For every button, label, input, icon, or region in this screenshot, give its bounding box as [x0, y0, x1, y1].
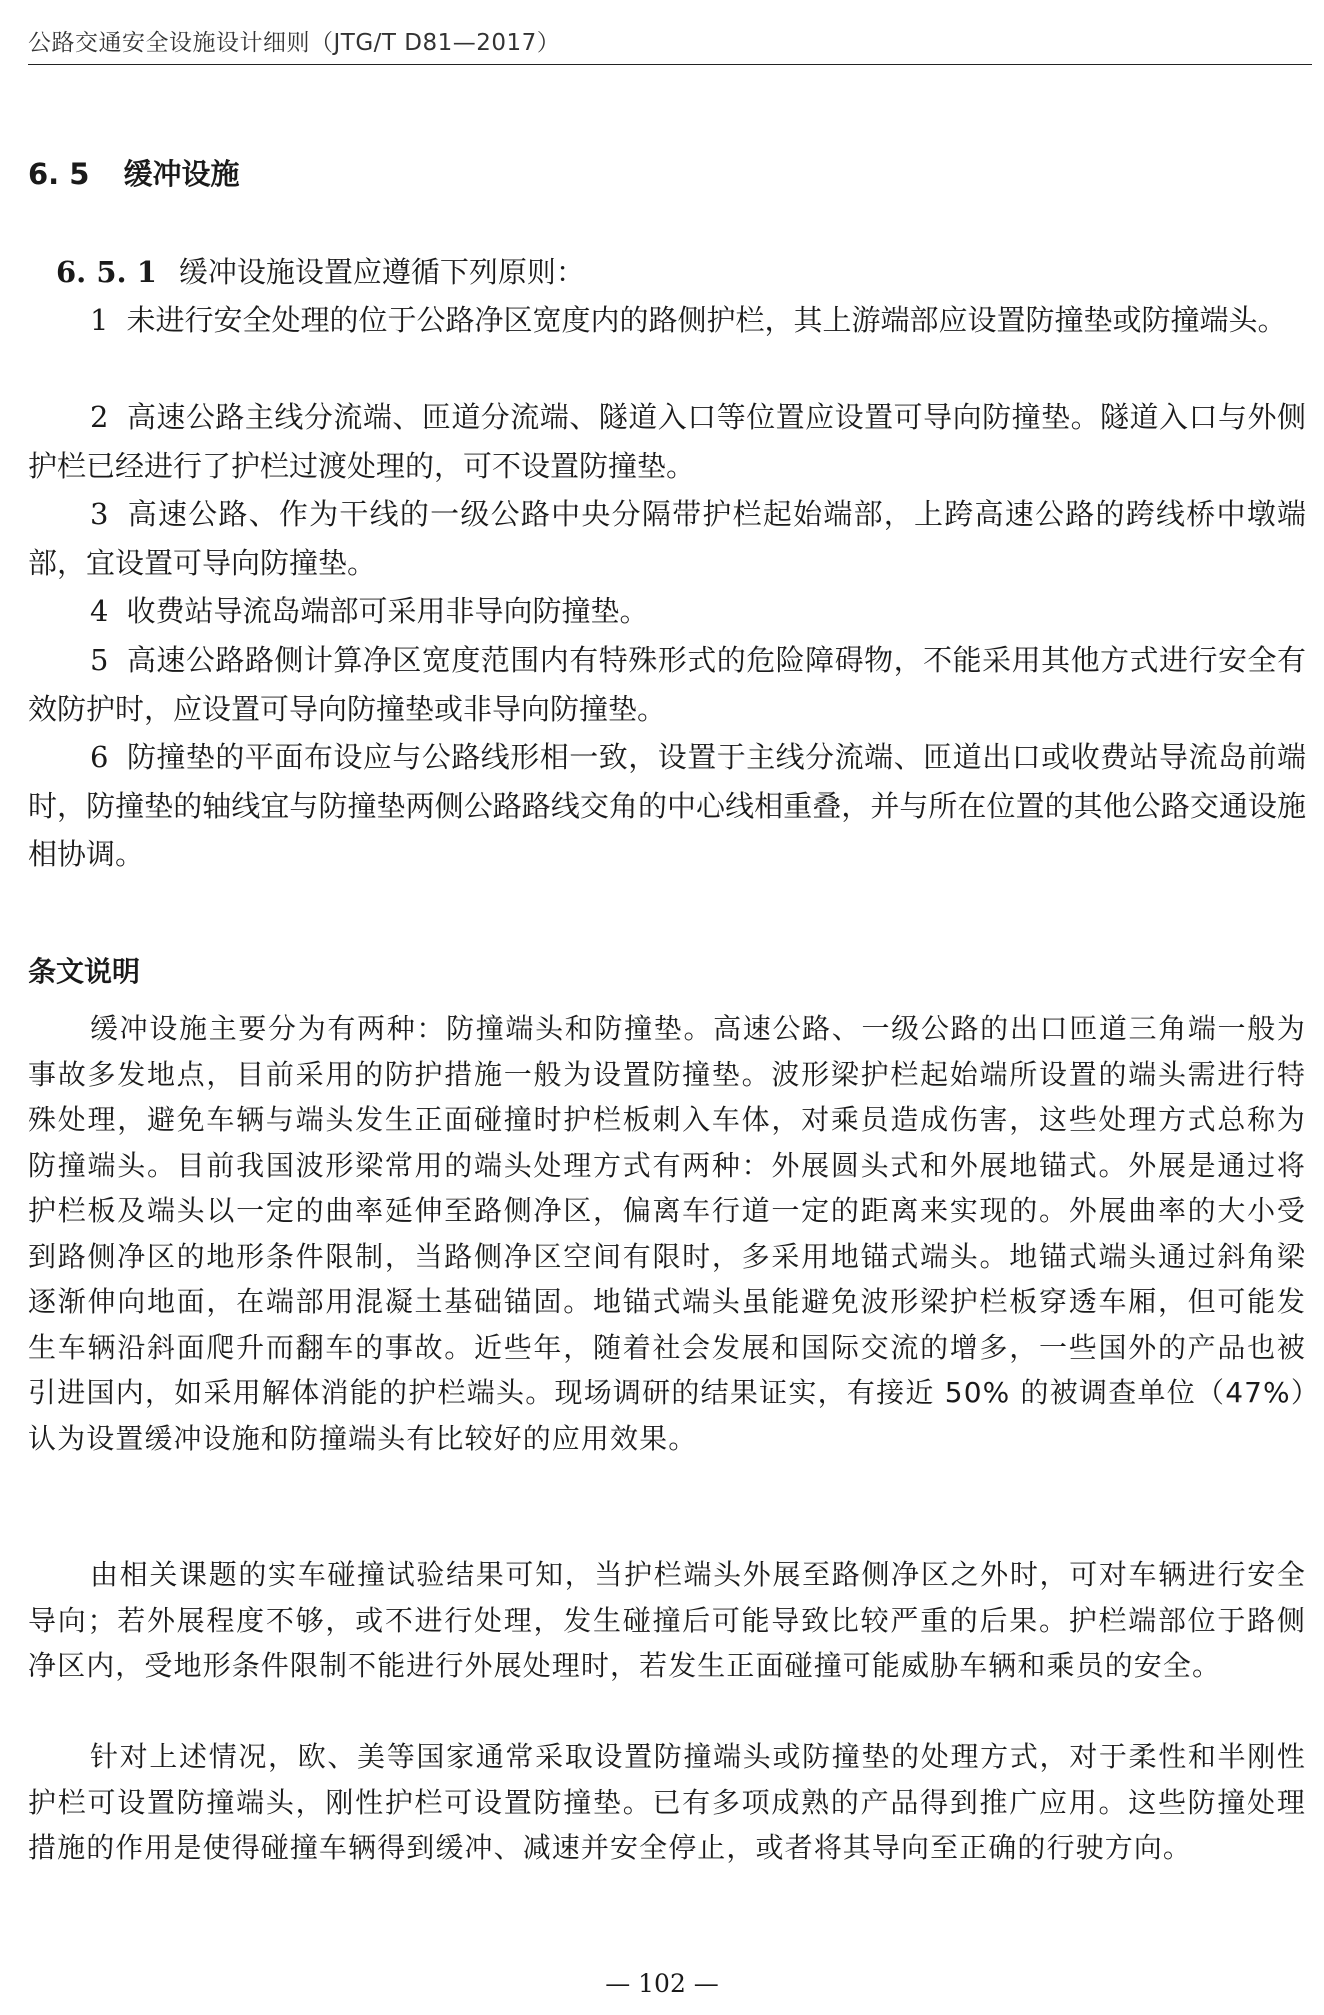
item-number: 2 — [90, 400, 109, 434]
explanation-paragraph: 缓冲设施主要分为有两种：防撞端头和防撞垫。高速公路、一级公路的出口匝道三角端一般为事故多发地点，目前采用的防护措施一般为设置防撞垫。波形梁护栏起始端所设置的端头需进行特殊处理，避免车辆与端头发生正面碰撞时护栏板刺入车体，对乘员造成伤害，这些处理方式总称为防撞端头。目前我国波形梁常用的端头处理方式有两种：外展圆头式和外展地锚式。外展是通过将护栏板及端头以一定的曲率延伸至路侧净区，偏离车行道一定的距离来实现的。外展曲率的大小受到路侧净区的地形条件限制，当路侧净区空间有限时，多采用地锚式端头。地锚式端头通过斜角梁逐渐伸向地面，在端部用混凝土基础锚固。地锚式端头虽能避免波形梁护栏板穿透车厢，但可能发生车辆沿斜面爬升而翻车的事故。近些年，随着社会发展和国际交流的增多，一些国外的产品也被引进国内，如采用解体消能的护栏端头。现场调研的结果证实，有接近 50% 的被调查单位（47%）认为设置缓冲设施和防撞端头有比较好的应用效果。 — [28, 1012, 1306, 1455]
header-rule — [28, 64, 1312, 65]
list-item — [28, 587, 1306, 636]
explanation-heading: 条文说明 — [28, 955, 141, 988]
item-text: 高速公路主线分流端、匝道分流端、隧道入口等位置应设置可导向防撞垫。隧道入口与外侧护栏已经进行了护栏过渡处理的，可不设置防撞垫。 — [28, 400, 1306, 483]
section-number: 6. 5 — [28, 157, 90, 191]
explanation-paragraph: 由相关课题的实车碰撞试验结果可知，当护栏端头外展至路侧净区之外时，可对车辆进行安全导向；若外展程度不够，或不进行处理，发生碰撞后可能导致比较严重的后果。护栏端部位于路侧净区内，受地形条件限制不能进行外展处理时，若发生正面碰撞可能威胁车辆和乘员的安全。 — [28, 1558, 1306, 1682]
clause-number: 6. 5. 1 — [56, 255, 157, 289]
item-number: 3 — [90, 497, 109, 531]
explanation-paragraph: 针对上述情况，欧、美等国家通常采取设置防撞端头或防撞垫的处理方式，对于柔性和半刚性护栏可设置防撞端头，刚性护栏可设置防撞垫。已有多项成熟的产品得到推广应用。这些防撞处理措施的作用是使得碰撞车辆得到缓冲、减速并安全停止，或者将其导向至正确的行驶方向。 — [28, 1740, 1306, 1864]
list-item — [28, 733, 1306, 879]
item-text: 未进行安全处理的位于公路净区宽度内的路侧护栏，其上游端部应设置防撞垫或防撞端头。 — [126, 303, 1287, 337]
list-item — [28, 490, 1306, 587]
section-heading — [28, 152, 240, 193]
list-item — [28, 636, 1306, 733]
item-number: 5 — [90, 643, 109, 677]
running-header: 公路交通安全设施设计细则（JTG/T D81—2017） — [28, 30, 561, 56]
list-item — [28, 393, 1306, 490]
item-number: 4 — [90, 594, 109, 628]
page-number: — 102 — — [605, 1969, 719, 1998]
item-text: 收费站导流岛端部可采用非导向防撞垫。 — [126, 594, 649, 628]
list-item — [28, 296, 1306, 345]
item-number: 6 — [90, 740, 109, 774]
section-title: 缓冲设施 — [123, 157, 240, 191]
item-text: 高速公路路侧计算净区宽度范围内有特殊形式的危险障碍物，不能采用其他方式进行安全有效防护时，应设置可导向防撞垫或非导向防撞垫。 — [28, 643, 1306, 726]
item-number: 1 — [90, 303, 109, 337]
item-text: 防撞垫的平面布设应与公路线形相一致，设置于主线分流端、匝道出口或收费站导流岛前端时，防撞垫的轴线宜与防撞垫两侧公路路线交角的中心线相重叠，并与所在位置的其他公路交通设施相协调。 — [28, 740, 1306, 871]
clause-text: 缓冲设施设置应遵循下列原则： — [178, 255, 585, 289]
item-text: 高速公路、作为干线的一级公路中央分隔带护栏起始端部，上跨高速公路的跨线桥中墩端部，宜设置可导向防撞垫。 — [28, 497, 1306, 580]
clause-heading — [28, 248, 1306, 297]
